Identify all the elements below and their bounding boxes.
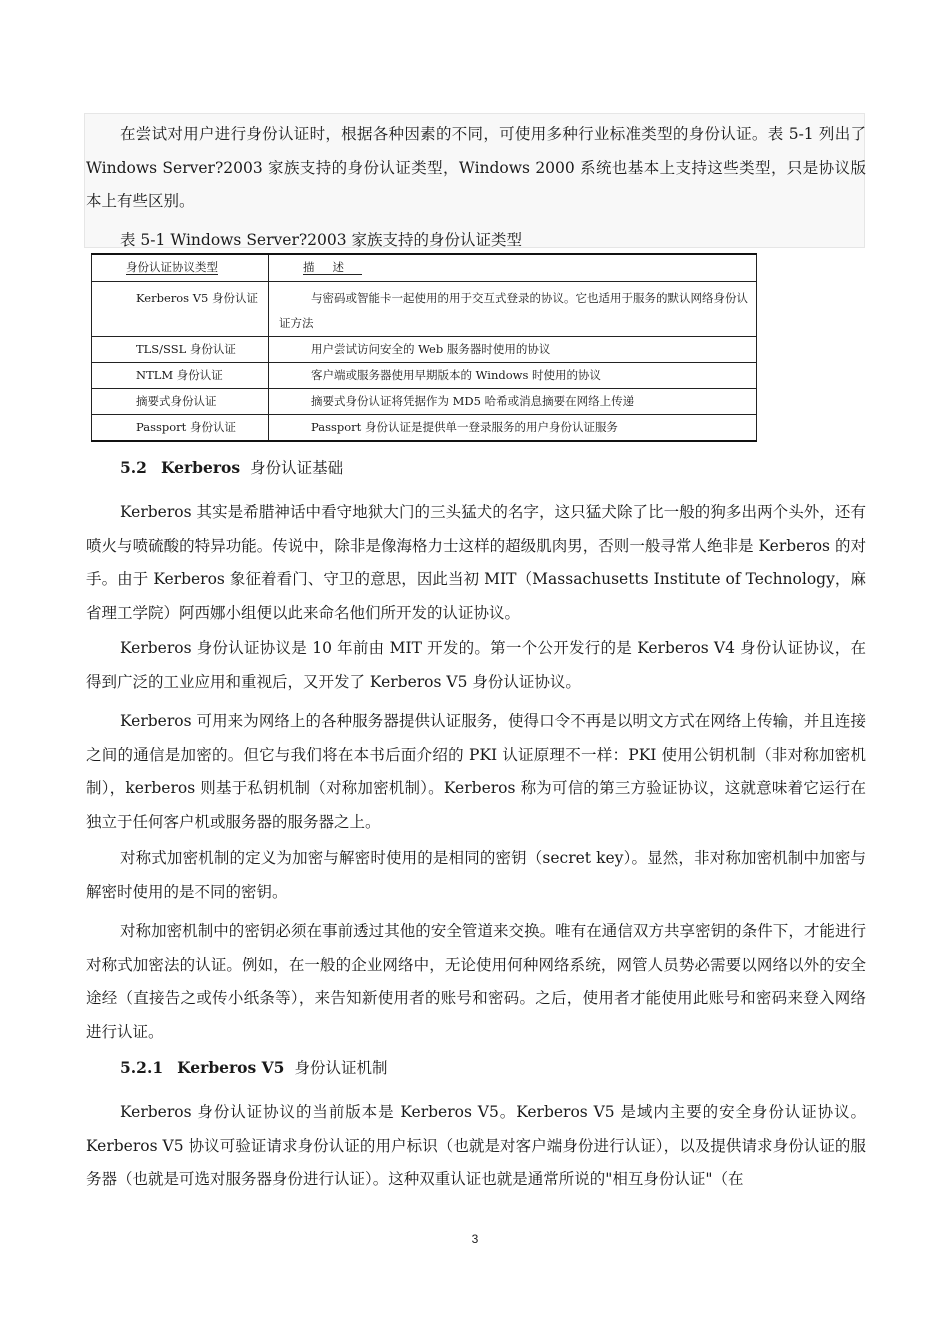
table-row bbox=[92, 389, 757, 415]
section-title-rest: 身份认证基础 bbox=[250, 459, 344, 477]
paragraph-symmetric-key-exchange: 对称加密机制中的密钥必须在事前透过其他的安全管道来交换。唯有在通信双方共享密钥的条件下，才能进行对称式加密法的认证。例如，在一般的企业网络中，无论使用何种网络系统，网管人员势必需要以网络以外的安全途经（直接告之或传小纸条等），来告知新使用者的账号和密码。之后，使用者才能使用此账号和密码来登入网络进行认证。 bbox=[86, 922, 866, 1041]
section-title-bold: Kerberos bbox=[160, 458, 241, 477]
row-type-cell: NTLM 身份认证 bbox=[92, 363, 269, 389]
table-row bbox=[92, 415, 757, 442]
auth-types-table bbox=[91, 253, 757, 442]
paragraph-kerberos-v5: Kerberos 身份认证协议的当前版本是 Kerberos V5。Kerberos V5 是域内主要的安全身份认证协议。Kerberos V5 协议可验证请求身份认证的用户标识（也就是对客户端身份进行认证），以及提供请求身份认证的服务器（也就是可选对服务器身份进行认证）。这种双重认证也就是通常所说的"相互身份认证"（在 bbox=[86, 1103, 866, 1188]
table-row bbox=[92, 282, 757, 337]
table-row bbox=[92, 363, 757, 389]
header-cell-desc bbox=[269, 254, 757, 282]
table-caption: 表 5-1 Windows Server?2003 家族支持的身份认证类型 bbox=[120, 231, 523, 249]
row-type-cell: TLS/SSL 身份认证 bbox=[92, 337, 269, 363]
row-type-cell: Kerberos V5 身份认证 bbox=[92, 282, 269, 337]
row-type-cell: Passport 身份认证 bbox=[92, 415, 269, 442]
header-cell-type bbox=[92, 254, 269, 282]
section-number: 5.2.1 bbox=[120, 1058, 164, 1077]
section-heading-5-2 bbox=[120, 456, 343, 480]
row-desc-cell: 摘要式身份认证将凭据作为 MD5 哈希或消息摘要在网络上传递 bbox=[269, 389, 757, 415]
table-header-row bbox=[92, 254, 757, 282]
page-number: 3 bbox=[471, 1232, 479, 1246]
row-desc-cell: 与密码或智能卡一起使用的用于交互式登录的协议。它也适用于服务的默认网络身份认证方法 bbox=[269, 282, 757, 337]
table-row bbox=[92, 337, 757, 363]
section-heading-5-2-1 bbox=[120, 1056, 387, 1080]
row-desc-cell: Passport 身份认证是提供单一登录服务的用户身份认证服务 bbox=[269, 415, 757, 442]
paragraph-kerberos-myth: Kerberos 其实是希腊神话中看守地狱大门的三头猛犬的名字，这只猛犬除了比一般的狗多出两个头外，还有喷火与喷硫酸的特异功能。传说中，除非是像海格力士这样的超级肌肉男，否则一般寻常人绝非是 Kerberos 的对手。由于 Kerberos 象征着看门、守卫的意思，因此当初 MIT（Massachusetts Institute of Technology，麻省理工学院）阿西娜小组便以此来命名他们所开发的认证协议。 bbox=[86, 503, 866, 622]
section-title-rest: 身份认证机制 bbox=[294, 1059, 388, 1077]
header-type-label: 身份认证协议类型 bbox=[126, 260, 218, 274]
row-type-cell: 摘要式身份认证 bbox=[92, 389, 269, 415]
paragraph-symmetric-definition: 对称式加密机制的定义为加密与解密时使用的是相同的密钥（secret key）。显然，非对称加密机制中加密与解密时使用的是不同的密钥。 bbox=[86, 849, 866, 901]
row-desc-cell: 用户尝试访问安全的 Web 服务器时使用的协议 bbox=[269, 337, 757, 363]
header-desc-label: 描述 bbox=[303, 260, 362, 274]
section-number: 5.2 bbox=[120, 458, 147, 477]
paragraph-kerberos-history: Kerberos 身份认证协议是 10 年前由 MIT 开发的。第一个公开发行的是 Kerberos V4 身份认证协议，在得到广泛的工业应用和重视后，又开发了 Kerberos V5 身份认证协议。 bbox=[86, 639, 866, 691]
paragraph-kerberos-service: Kerberos 可用来为网络上的各种服务器提供认证服务，使得口令不再是以明文方式在网络上传输，并且连接之间的通信是加密的。但它与我们将在本书后面介绍的 PKI 认证原理不一样：PKI 使用公钥机制（非对称加密机制），kerberos 则基于私钥机制（对称加密机制）。Kerberos 称为可信的第三方验证协议，这就意味着它运行在独立于任何客户机或服务器的服务器之上。 bbox=[86, 712, 866, 831]
section-title-bold: Kerberos V5 bbox=[177, 1058, 285, 1077]
intro-paragraph: 在尝试对用户进行身份认证时，根据各种因素的不同，可使用多种行业标准类型的身份认证。表 5-1 列出了 Windows Server?2003 家族支持的身份认证类型，Windows 2000 系统也基本上支持这些类型，只是协议版本上有些区别。 bbox=[86, 125, 866, 210]
row-desc-cell: 客户端或服务器使用早期版本的 Windows 时使用的协议 bbox=[269, 363, 757, 389]
